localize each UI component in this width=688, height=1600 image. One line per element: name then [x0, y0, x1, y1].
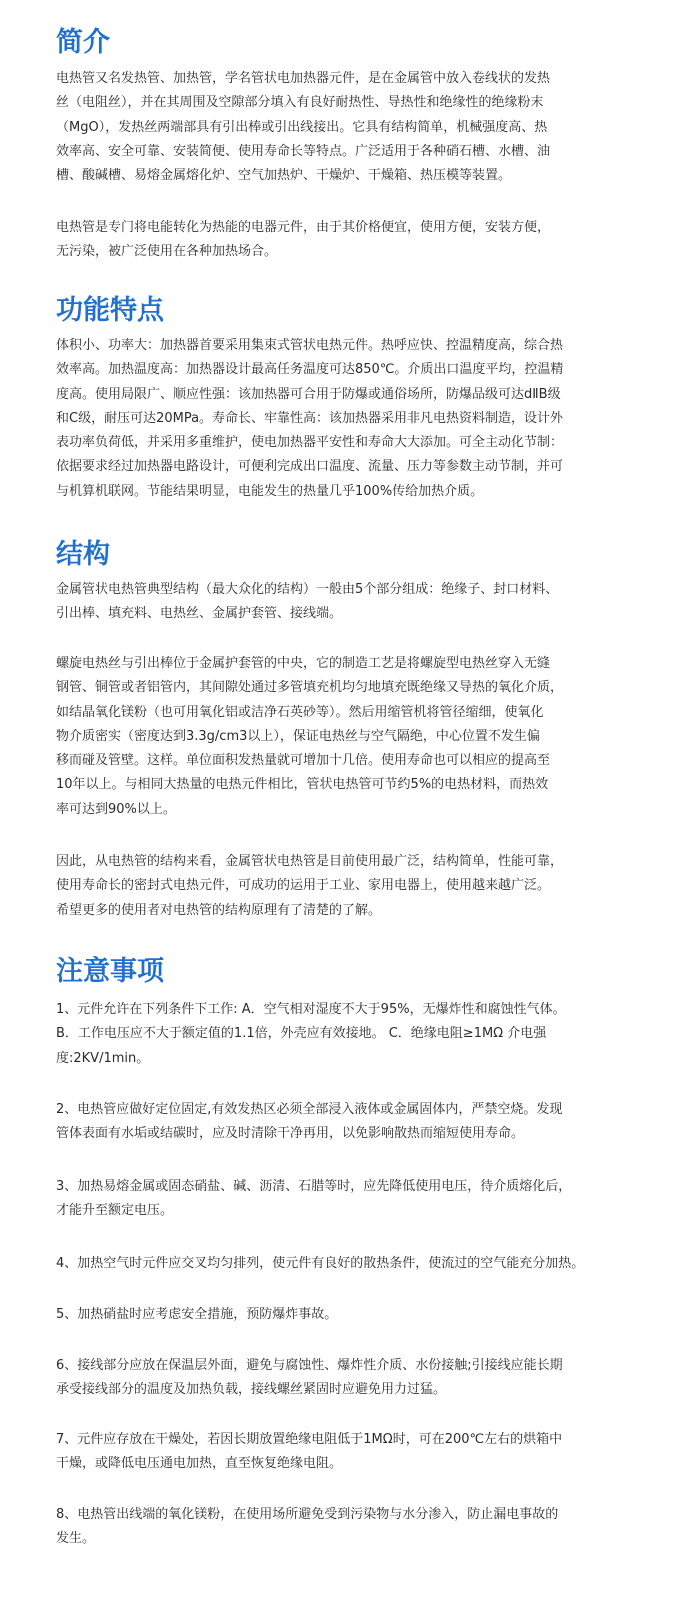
text-line: 发生。: [56, 1531, 96, 1547]
section-intro: [56, 26, 646, 260]
text-line: 移而碰及管壁。这样。单位面积发热量就可增加十几倍。使用寿命也可以相应的提高至: [56, 753, 551, 769]
text-line: 槽、酸碱槽、易熔金属熔化炉、空气加热炉、干燥炉、干燥箱、热压模等装置。: [56, 168, 512, 184]
text-line: 度:2KV/1min。: [56, 1050, 150, 1066]
section-precautions: [56, 955, 646, 1547]
text-line: 依据要求经过加热器电路设计，可便利完成出口温度、流量、压力等参数主动节制，并可: [56, 459, 564, 475]
section-structure: [56, 538, 646, 918]
text-line: 率可达到90%以上。: [56, 801, 176, 817]
text-line: 使用寿命长的密封式电热元件，可成功的运用于工业、家用电器上，使用越来越广泛。: [56, 878, 551, 894]
text-line: 10年以上。与相同大热量的电热元件相比，管状电热管可节约5%的电热材料，而热效: [56, 777, 549, 793]
text-line: 引出棒、填充料、电热丝、金属护套管、接线端。: [56, 606, 343, 622]
text-line: （MgO），发热丝两端部具有引出棒或引出线接出。它具有结构简单，机械强度高、热: [56, 119, 548, 135]
section-features: [56, 294, 646, 499]
text-line: B．工作电压应不大于额定值的1.1倍，外壳应有效接地。 C．绝缘电阻≥1MΩ 介电强: [56, 1026, 547, 1042]
text-line: 才能升至额定电压。: [56, 1203, 174, 1219]
paragraph: [56, 1252, 584, 1276]
text-line: 2、电热管应做好定位固定,有效发热区必须全部浸入液体或金属固体内，严禁空烧。发现: [56, 1102, 563, 1117]
text-line: 无污染，被广泛使用在各种加热场合。: [56, 244, 278, 260]
text-line: 和C级，耐压可达20MPa。寿命长、牢靠性高：该加热器采用非凡电热资料制造，设计外: [56, 410, 564, 426]
paragraph: [56, 1098, 562, 1147]
paragraph: [56, 998, 566, 1071]
text-line: 1、元件允许在下列条件下工作: A．空气相对湿度不大于95%，无爆炸性和腐蚀性气体。: [56, 1002, 566, 1017]
paragraph: [56, 1428, 562, 1477]
text-line: 5、加热硝盐时应考虑安全措施，预防爆炸事故。: [56, 1307, 338, 1322]
text-line: 7、元件应存放在干燥处，若因长期放置绝缘电阻低于1MΩ时，可在200℃左右的烘箱中: [56, 1432, 563, 1447]
text-line: 电热管又名发热管、加热管，学名管状电加热器元件，是在金属管中放入卷线状的发热: [56, 71, 551, 86]
section-heading-intro: 简介: [56, 27, 110, 58]
paragraph: [56, 578, 558, 627]
text-line: 3、加热易熔金属或固态硝盐、碱、沥清、石腊等时，应先降低使用电压，待介质熔化后，: [56, 1179, 572, 1194]
paragraph: [56, 1503, 558, 1552]
paragraph: [56, 652, 563, 822]
paragraph: [56, 216, 550, 265]
text-line: 表功率负荷低，并采用多重维护，使电加热器平安性和寿命大大添加。可全主动化节制：: [56, 435, 564, 451]
paragraph: [56, 1354, 563, 1403]
text-line: 管体表面有水垢或结碳时，应及时清除干净再用，以免影响散热而缩短使用寿命。: [56, 1126, 525, 1142]
text-line: 希望更多的使用者对电热管的结构原理有了清楚的了解。: [56, 902, 382, 918]
paragraph: [56, 334, 563, 504]
text-line: 如结晶氧化镁粉（也可用氧化铝或洁净石英砂等）。然后用缩管机将管径缩细，使氧化: [56, 704, 544, 720]
text-line: 金属管状电热管典型结构（最大众化的结构）一般由5个部分组成：绝缘子、封口材料、: [56, 582, 559, 597]
text-line: 4、加热空气时元件应交叉均匀排列，使元件有良好的散热条件，使流过的空气能充分加热。: [56, 1256, 585, 1271]
text-line: 效率高。加热温度高：加热器设计最高任务温度可达850℃。介质出口温度平均，控温精: [56, 362, 564, 378]
text-line: 螺旋电热丝与引出棒位于金属护套管的中央，它的制造工艺是将螺旋型电热丝穿入无缝: [56, 656, 551, 671]
text-line: 体积小、功率大：加热器首要采用集束式管状电热元件。热呼应快、控温精度高，综合热: [56, 338, 564, 353]
paragraph: [56, 67, 550, 188]
text-line: 承受接线部分的温度及加热负载，接线螺丝紧固时应避免用力过猛。: [56, 1382, 447, 1398]
paragraph: [56, 850, 563, 923]
paragraph: [56, 1303, 337, 1327]
text-line: 与机算机联网。节能结果明显，电能发生的热量几乎100%传给加热介质。: [56, 483, 484, 499]
text-line: 电热管是专门将电能转化为热能的电器元件，由于其价格便宜，使用方便，安装方便，: [56, 220, 551, 235]
text-line: 钢管、铜管或者铝管内，其间隙处通过多管填充机均匀地填充既绝缘又导热的氧化介质，: [56, 680, 564, 696]
text-line: 度高。使用局限广、顺应性强：该加热器可合用于防爆或通俗场所，防爆品级可达dⅡB级: [56, 386, 561, 402]
section-heading-structure: 结构: [56, 539, 110, 570]
text-line: 干燥，或降低电压通电加热，直至恢复绝缘电阻。: [56, 1456, 343, 1472]
text-line: 因此，从电热管的结构来看，金属管状电热管是目前使用最广泛，结构简单，性能可靠，: [56, 854, 564, 869]
paragraph: [56, 1175, 571, 1224]
text-line: 8、电热管出线端的氧化镁粉，在使用场所避免受到污染物与水分渗入，防止漏电事故的: [56, 1507, 559, 1522]
text-line: 物介质密实（密度达到3.3g/cm3以上），保证电热丝与空气隔绝，中心位置不发生偏: [56, 728, 540, 744]
text-line: 丝（电阻丝），并在其周围及空隙部分填入有良好耐热性、导热性和绝缘性的绝缘粉末: [56, 95, 544, 111]
section-heading-features: 功能特点: [56, 295, 164, 326]
text-line: 效率高、安全可靠、安装简便、使用寿命长等特点。广泛适用于各种硝石槽、水槽、油: [56, 143, 551, 159]
section-heading-precautions: 注意事项: [56, 956, 164, 987]
text-line: 6、接线部分应放在保温层外面，避免与腐蚀性、爆炸性介质、水份接触;引接线应能长期: [56, 1358, 563, 1373]
